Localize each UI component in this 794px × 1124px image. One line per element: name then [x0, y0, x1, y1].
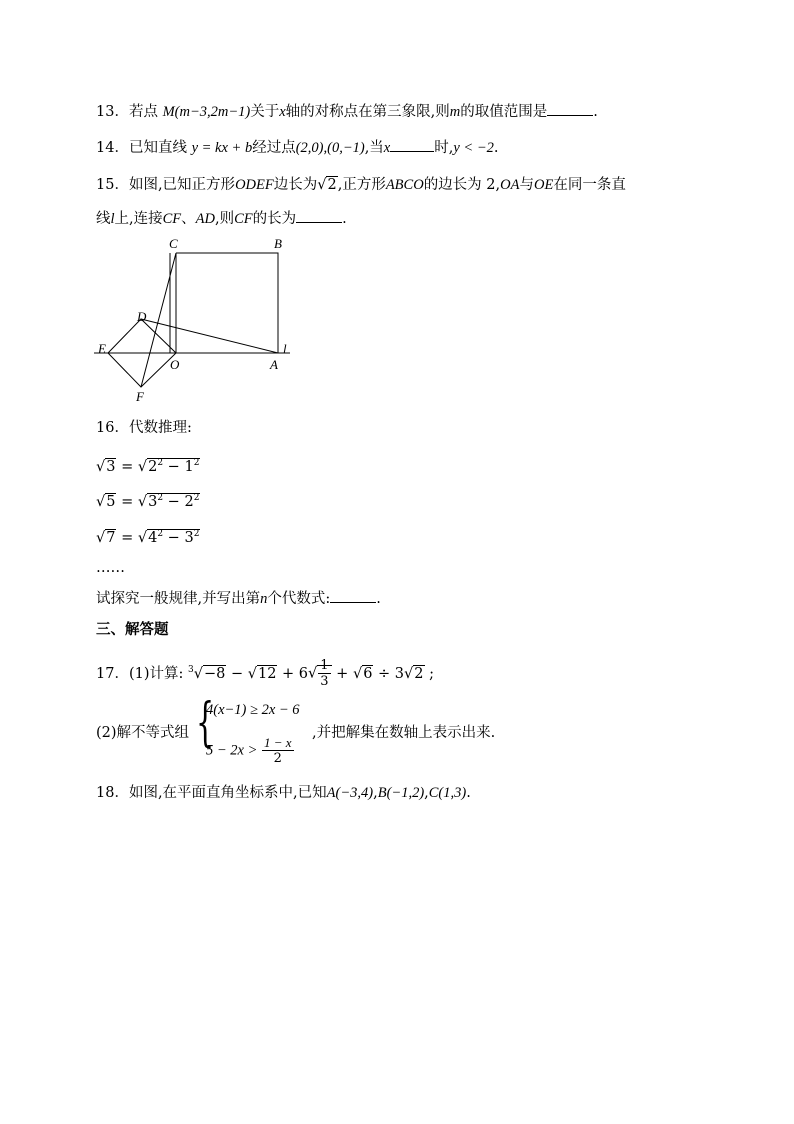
question-18: 18．如图,在平面直角坐标系中,已知A(−3,4),B(−1,2),C(1,3).	[96, 785, 471, 801]
sqrt-sign: √2	[317, 177, 337, 193]
question-15-line-2: 线l上,连接CF、AD,则CF的长为 .	[96, 208, 347, 229]
label-f: F	[136, 389, 144, 402]
answer-blank	[296, 208, 342, 223]
answer-blank	[390, 137, 434, 152]
question-13: 13．若点 M(m−3,2m−1)关于x轴的对称点在第三象限,则m的取值范围是 .	[96, 101, 598, 122]
formula-row-3: $√7 = √4^2 - 3^2$	[96, 529, 200, 546]
ellipsis: ……	[96, 560, 125, 576]
squares-figure	[90, 232, 300, 402]
fraction: $\frac{1 - x}{2}$	[264, 735, 292, 766]
question-16-title: 16．代数推理:	[96, 420, 192, 436]
inequality-2: 5 − 2x > $\frac{1 - x}{2}$	[206, 735, 292, 766]
expression: $^3$√−8 − √12 + 6√ $\frac{1}{3}$ + √6 ÷ 3√2	[188, 658, 424, 690]
question-15-line-1: 15．如图,已知正方形ODEF边长为√2,正方形ABCO的边长为 2,OA与OE在同一条直	[96, 177, 626, 193]
formula-row-1: $√3 = √2^2 - 1^2$	[96, 458, 200, 475]
answer-blank	[547, 101, 593, 116]
question-17-part-2-label: (2)解不等式组	[96, 725, 190, 741]
question-16-ask: 试探究一般规律,并写出第n个代数式: .	[96, 588, 381, 609]
label-b: B	[274, 236, 282, 251]
segment-ad	[141, 319, 278, 353]
square-abco	[176, 253, 278, 353]
section-heading: 三、解答题	[96, 622, 169, 638]
label-o: O	[170, 357, 180, 372]
inequality-1: 4(x−1) ≥ 2x − 6	[206, 702, 300, 718]
label-d: D	[137, 309, 147, 324]
formula-row-2: $√5 = √3^2 - 2^2$	[96, 493, 200, 510]
label-l: l	[283, 341, 287, 356]
system-brace: {	[196, 693, 215, 753]
question-17-part-2-tail: ,并把解集在数轴上表示出来.	[312, 725, 496, 741]
answer-blank	[330, 588, 376, 603]
label-c: C	[169, 236, 178, 251]
question-14: 14．已知直线 y = kx + b经过点(2,0),(0,−1),当x 时,y < −2.	[96, 137, 498, 158]
question-17-part-1: 17．(1)计算: $^3$√−8 − √12 + 6√ $\frac{1}{3}$ + √6 ÷ 3√2 ;	[96, 658, 434, 690]
label-e: E	[98, 341, 106, 356]
label-a: A	[270, 357, 278, 372]
